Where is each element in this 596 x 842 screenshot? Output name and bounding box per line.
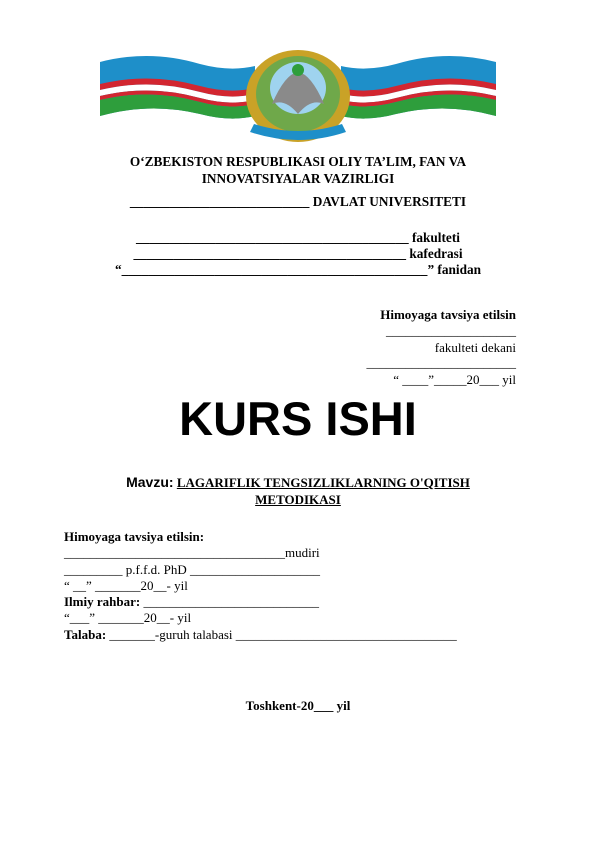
- topic-label: Mavzu:: [126, 474, 174, 490]
- approval-date: “ ____”_____20___ yil: [393, 372, 516, 387]
- ministry-name: [60, 153, 536, 187]
- approval-heading: Himoyaga tavsiya etilsin: [380, 307, 516, 322]
- dean-label: fakulteti dekani: [434, 340, 516, 355]
- student-line: [64, 627, 457, 643]
- approval-blank-2: _______________________: [366, 355, 516, 370]
- bottom-approval-heading: Himoyaga tavsiya etilsin:: [64, 529, 205, 544]
- department-line: _________________________________________ kafedrasi: [133, 246, 463, 261]
- emblem-flag-image: [80, 44, 516, 144]
- approval-blank-1: ____________________: [386, 323, 516, 338]
- supervisor-line: [64, 594, 319, 610]
- phd-line: _________ p.f.f.d. PhD ____________________: [64, 562, 321, 577]
- ministry-line-1: O‘ZBEKISTON RESPUBLIKASI OLIY TA’LIM, FAN VA: [129, 154, 467, 169]
- student-text: _______-guruh talabasi __________________________________: [106, 627, 457, 642]
- topic-text-line-2: METODIKASI: [255, 492, 341, 507]
- university-line: ___________________________ DAVLAT UNIVERSITETI: [129, 194, 467, 209]
- state-emblem-banner: [80, 44, 516, 144]
- footer-city-year: Toshkent-20___ yil: [245, 698, 351, 713]
- ministry-line-2: INNOVATSIYALAR VAZIRLIGI: [201, 171, 395, 186]
- supervisor-blank: ___________________________: [140, 594, 319, 609]
- subject-line: “______________________________________________” fanidan: [114, 262, 482, 277]
- student-label: Talaba:: [64, 627, 107, 642]
- faculty-line: _________________________________________ fakulteti: [136, 230, 460, 245]
- date-line-2: “___” _______20__- yil: [64, 610, 192, 625]
- department-head-line: __________________________________mudiri: [64, 545, 320, 560]
- supervisor-label: Ilmiy rahbar:: [64, 594, 141, 609]
- document-title: KURS ISHI: [179, 392, 417, 445]
- topic-block: [60, 474, 536, 508]
- topic-text-line-1: LAGARIFLIK TENGSIZLIKLARNING O'QITISH: [176, 475, 470, 490]
- date-line-1: “ __” _______20__- yil: [64, 578, 188, 593]
